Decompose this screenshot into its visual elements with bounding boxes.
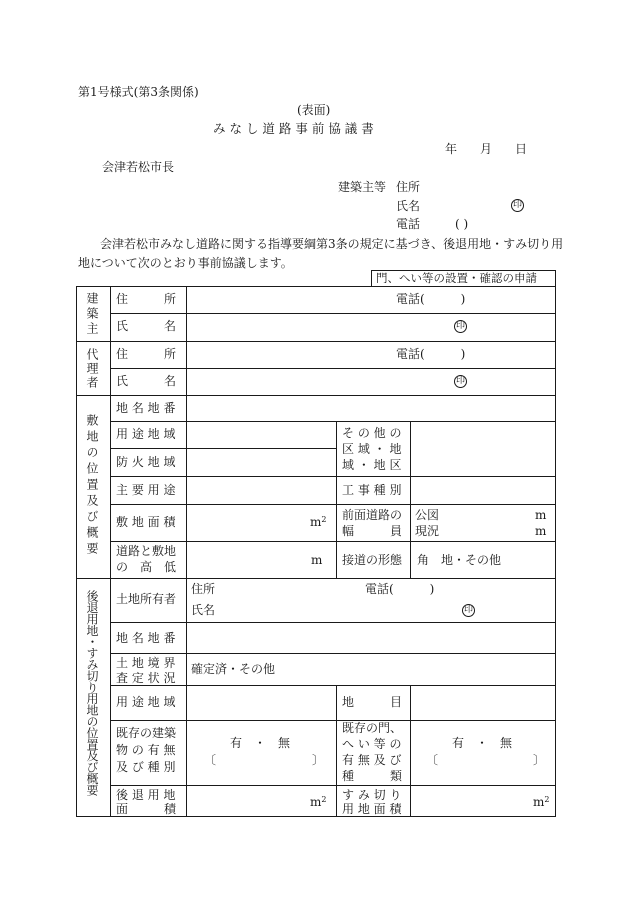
owner-section-title: 建築主 <box>85 292 99 337</box>
setback-name-label: 氏名 <box>191 603 216 617</box>
setback-boundary-l1: 土 地 境 界 <box>116 656 176 670</box>
setback-bldg-l2: 物 の 有 無 <box>116 743 176 757</box>
body-text-line1: 会津若松市みなし道路に関する指導要綱第3条の規定に基づき、後退用地・すみ切り用 <box>100 237 564 251</box>
applicant-phone-parens: ( ) <box>455 217 469 231</box>
setback-section-title: 後退用地・すみ切り用地の位置及び概要 <box>85 590 99 796</box>
site-road-form-label: 接道の形態 <box>342 553 403 567</box>
setback-gate-l4: 種 類 <box>342 769 403 783</box>
site-height-l1: 道路と敷地 <box>116 544 177 558</box>
site-area-label: 敷 地 面 積 <box>116 515 176 529</box>
setback-use-zone-label: 用 途 地 域 <box>116 695 176 709</box>
setback-landowner-label: 土地所有者 <box>116 592 177 606</box>
site-other-zone-l3: 域 ・ 地 区 <box>342 458 402 472</box>
owner-seal: 印 <box>455 321 465 331</box>
setback-gate-l1: 既存の門、 <box>342 721 403 735</box>
applicant-label: 建築主等 <box>338 180 387 194</box>
site-height-l2: の 高 低 <box>116 560 177 574</box>
setback-bldg-bracket-open: 〔 <box>204 753 217 767</box>
setback-phone: 電話( ) <box>365 582 435 596</box>
date-month: 月 <box>480 142 493 156</box>
agent-phone: 電話( ) <box>396 347 466 361</box>
site-kozu-label: 公図 <box>415 508 440 522</box>
setback-gate-bracket-close: 〕 <box>533 753 546 767</box>
setback-gate-l2: へ い 等 の <box>342 737 402 751</box>
site-other-zone-l2: 区 域 ・ 地 <box>342 442 402 456</box>
addressee: 会津若松市長 <box>102 160 175 174</box>
setback-gate-yes-no: 有 ・ 無 <box>452 736 513 750</box>
corner-area-l1: す み 切 り <box>342 788 402 802</box>
applicant-phone-label: 電話 <box>396 217 421 231</box>
site-use-zone-label: 用 途 地 域 <box>116 427 176 441</box>
form-side-label: (表面) <box>297 103 331 117</box>
date-year: 年 <box>445 142 458 156</box>
setback-gate-l3: 有 無 及 び <box>342 753 402 767</box>
setback-bldg-yes-no: 有 ・ 無 <box>230 736 291 750</box>
agent-name-label: 氏 名 <box>116 374 177 388</box>
setback-address-label: 住所 <box>191 582 216 596</box>
site-road-form-value: 角 地・その他 <box>417 553 502 567</box>
site-work-type-label: 工 事 種 別 <box>342 483 402 497</box>
setback-area-unit: $m^2$ <box>310 795 327 809</box>
corner-area-unit: $m^2$ <box>533 795 550 809</box>
site-main-use-label: 主 要 用 途 <box>116 483 176 497</box>
owner-name-label: 氏 名 <box>116 319 177 333</box>
site-fire-zone-label: 防 火 地 域 <box>116 455 176 469</box>
setback-land-category-label: 地 目 <box>342 695 403 709</box>
agent-address-label: 住 所 <box>116 347 177 361</box>
applicant-seal: 印 <box>512 200 522 210</box>
owner-phone: 電話( ) <box>396 292 466 306</box>
setback-bldg-l1: 既存の建築 <box>116 726 177 740</box>
form-number: 第1号様式(第3条関係) <box>78 85 199 99</box>
applicant-address-label: 住所 <box>396 180 421 194</box>
setback-lot-number-label: 地 名 地 番 <box>116 631 176 645</box>
site-section-title: 敷地の位置及び概要 <box>85 414 99 558</box>
owner-address-label: 住 所 <box>116 292 177 306</box>
setback-seal: 印 <box>463 605 473 615</box>
setback-boundary-l2: 査 定 状 況 <box>116 671 176 685</box>
setback-boundary-value: 確定済・その他 <box>191 662 276 676</box>
setback-bldg-l3: 及 び 種 別 <box>116 760 176 774</box>
request-box-label: 門、へい等の設置・確認の申請 <box>376 271 537 285</box>
site-road-width-l2: 幅 員 <box>342 524 403 538</box>
document-title: み な し 道 路 事 前 協 議 書 <box>213 121 374 136</box>
agent-seal: 印 <box>455 376 465 386</box>
applicant-name-label: 氏名 <box>396 199 421 213</box>
setback-area-l1: 後 退 用 地 <box>116 788 176 802</box>
setback-area-l2: 面 積 <box>116 802 177 816</box>
site-other-zone-l1: そ の 他 の <box>342 426 402 440</box>
site-height-unit: m <box>311 553 323 567</box>
site-kozu-unit: m <box>535 508 547 522</box>
body-text-line2: 地について次のとおり事前協議します。 <box>78 256 293 270</box>
site-road-width-l1: 前面道路の <box>342 508 403 522</box>
date-day: 日 <box>515 142 528 156</box>
site-genkyo-unit: m <box>535 524 547 538</box>
setback-bldg-bracket-close: 〕 <box>312 753 325 767</box>
site-area-unit: $m^2$ <box>310 515 327 529</box>
site-genkyo-label: 現況 <box>415 524 440 538</box>
setback-gate-bracket-open: 〔 <box>426 753 439 767</box>
site-lot-number-label: 地 名 地 番 <box>116 401 176 415</box>
agent-section-title: 代理者 <box>85 348 99 390</box>
corner-area-l2: 用 地 面 積 <box>342 802 402 816</box>
